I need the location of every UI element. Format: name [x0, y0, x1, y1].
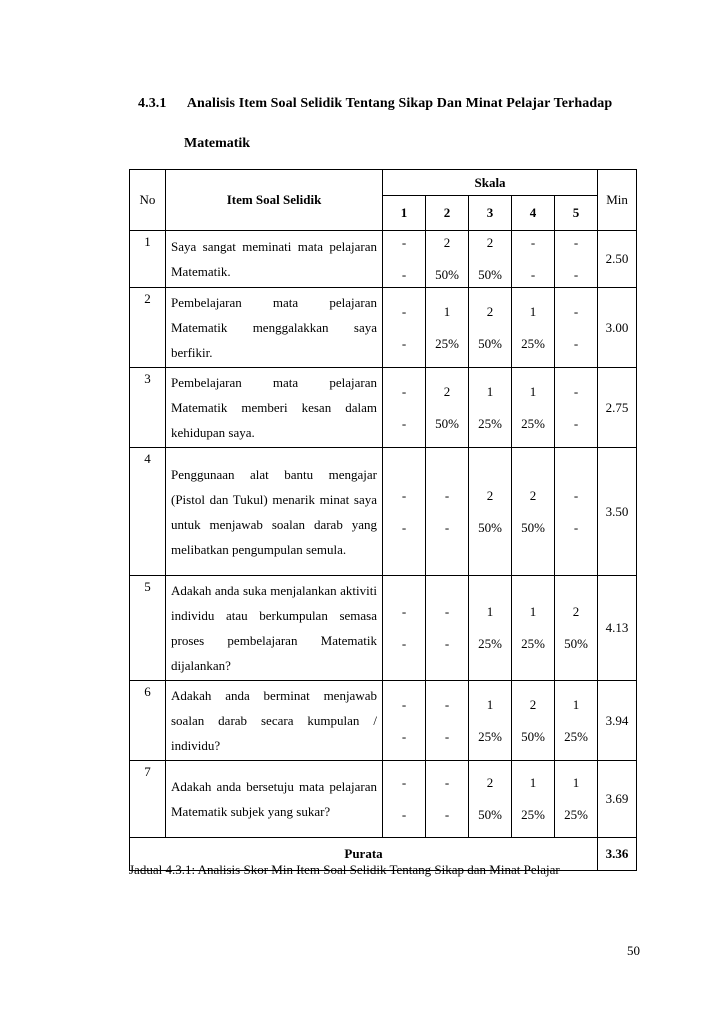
- row-item-text: Pembelajaran mata pelajaran Matematik memberi kesan dalam kehidupan saya.: [166, 368, 383, 448]
- scale-count: 1: [572, 696, 580, 712]
- header-scale: Skala: [383, 170, 598, 196]
- scale-count: -: [530, 235, 536, 250]
- scale-percent: 50%: [478, 335, 502, 351]
- purata-value: 3.36: [598, 838, 637, 871]
- row-item-text: Adakah anda suka menjalankan aktiviti individu atau berkumpulan semasa proses pembelajaran Matematik dijalankan?: [166, 576, 383, 681]
- header-item: Item Soal Selidik: [166, 170, 383, 231]
- scale-count: -: [401, 604, 407, 619]
- scale-count: 2: [486, 303, 494, 319]
- row-min: 4.13: [598, 576, 637, 681]
- header-min: Min: [598, 170, 637, 231]
- scale-percent: -: [401, 636, 407, 651]
- row-min: 3.00: [598, 288, 637, 368]
- scale-cell: [555, 448, 598, 576]
- scale-percent: -: [444, 728, 450, 744]
- row-number: 6: [130, 681, 166, 761]
- scale-cell: [426, 761, 469, 838]
- scale-percent: 25%: [478, 728, 502, 744]
- scale-cell: [555, 761, 598, 838]
- scale-cell: [383, 576, 426, 681]
- scale-count: -: [401, 235, 407, 250]
- scale-count: 2: [529, 696, 537, 712]
- table-row: [130, 368, 637, 448]
- header-scale-5: 5: [555, 196, 598, 231]
- scale-percent: -: [573, 519, 579, 535]
- scale-cell: [512, 576, 555, 681]
- row-item-text: Adakah anda berminat menjawab soalan darab secara kumpulan / individu?: [166, 681, 383, 761]
- scale-count: -: [444, 604, 450, 619]
- scale-cell: [383, 448, 426, 576]
- table-caption: Jadual 4.3.1: Analisis Skor Min Item Soal Selidik Tentang Sikap dan Minat Pelajar: [129, 862, 560, 877]
- header-scale-3: 3: [469, 196, 512, 231]
- scale-cell: [512, 448, 555, 576]
- row-item-text: Saya sangat meminati mata pelajaran Matematik.: [166, 231, 383, 288]
- table-row: [130, 288, 637, 368]
- scale-count: 2: [486, 487, 494, 503]
- row-min: 3.50: [598, 448, 637, 576]
- section-title-line2: Matematik: [184, 136, 251, 151]
- scale-count: -: [401, 775, 407, 790]
- scale-count: -: [444, 487, 450, 503]
- scale-cell: [469, 448, 512, 576]
- scale-count: -: [573, 303, 579, 319]
- scale-percent: 50%: [478, 519, 502, 535]
- scale-count: 1: [486, 696, 494, 712]
- scale-count: 2: [443, 235, 451, 250]
- scale-percent: 25%: [521, 335, 545, 351]
- row-min: 3.69: [598, 761, 637, 838]
- scale-percent: -: [401, 267, 407, 282]
- page-number: 50: [627, 943, 640, 958]
- section-heading: [138, 96, 612, 112]
- scale-percent: 50%: [435, 267, 459, 282]
- scale-count: -: [573, 383, 579, 399]
- scale-count: -: [401, 383, 407, 399]
- scale-percent: -: [530, 267, 536, 282]
- row-number: 2: [130, 288, 166, 368]
- scale-percent: -: [401, 807, 407, 822]
- scale-count: 2: [572, 604, 580, 619]
- table-row: [130, 681, 637, 761]
- scale-count: -: [573, 235, 579, 250]
- scale-percent: 50%: [478, 267, 502, 282]
- scale-percent: -: [444, 636, 450, 651]
- scale-count: 1: [529, 383, 537, 399]
- scale-percent: 50%: [478, 807, 502, 822]
- scale-cell: [426, 288, 469, 368]
- scale-count: -: [401, 696, 407, 712]
- scale-count: -: [401, 487, 407, 503]
- table-row: [130, 761, 637, 838]
- scale-count: 1: [443, 303, 451, 319]
- table-row: [130, 576, 637, 681]
- row-number: 7: [130, 761, 166, 838]
- scale-cell: [426, 576, 469, 681]
- scale-percent: 25%: [435, 335, 459, 351]
- scale-count: 2: [486, 775, 494, 790]
- scale-percent: 25%: [521, 807, 545, 822]
- scale-cell: [469, 231, 512, 288]
- scale-percent: 25%: [564, 807, 588, 822]
- row-number: 1: [130, 231, 166, 288]
- scale-percent: 50%: [521, 728, 545, 744]
- scale-percent: 25%: [478, 636, 502, 651]
- scale-percent: -: [573, 335, 579, 351]
- scale-count: 1: [529, 775, 537, 790]
- scale-cell: [469, 368, 512, 448]
- scale-cell: [383, 231, 426, 288]
- scale-cell: [555, 288, 598, 368]
- scale-percent: -: [573, 267, 579, 282]
- scale-cell: [426, 231, 469, 288]
- scale-cell: [512, 288, 555, 368]
- scale-count: -: [573, 487, 579, 503]
- row-number: 4: [130, 448, 166, 576]
- scale-count: 2: [529, 487, 537, 503]
- scale-count: 1: [486, 604, 494, 619]
- scale-count: 1: [529, 303, 537, 319]
- header-scale-2: 2: [426, 196, 469, 231]
- scale-percent: 50%: [435, 415, 459, 431]
- scale-cell: [426, 368, 469, 448]
- scale-percent: 50%: [564, 636, 588, 651]
- scale-cell: [426, 681, 469, 761]
- scale-cell: [383, 681, 426, 761]
- row-item-text: Pembelajaran mata pelajaran Matematik menggalakkan saya berfikir.: [166, 288, 383, 368]
- scale-count: 1: [529, 604, 537, 619]
- scale-percent: 50%: [521, 519, 545, 535]
- section-title-line1: Analisis Item Soal Selidik Tentang Sikap Dan Minat Pelajar Terhadap: [186, 96, 613, 111]
- row-number: 5: [130, 576, 166, 681]
- scale-count: -: [444, 775, 450, 790]
- scale-percent: -: [573, 415, 579, 431]
- section-number: 4.3.1: [138, 96, 167, 111]
- scale-percent: -: [401, 728, 407, 744]
- scale-cell: [469, 681, 512, 761]
- scale-percent: 25%: [521, 636, 545, 651]
- scale-percent: -: [444, 807, 450, 822]
- scale-percent: -: [444, 519, 450, 535]
- row-min: 3.94: [598, 681, 637, 761]
- scale-cell: [555, 576, 598, 681]
- survey-table: [129, 169, 637, 871]
- scale-cell: [383, 761, 426, 838]
- scale-percent: -: [401, 519, 407, 535]
- header-scale-1: 1: [383, 196, 426, 231]
- row-item-text: Adakah anda bersetuju mata pelajaran Matematik subjek yang sukar?: [166, 761, 383, 838]
- scale-percent: -: [401, 415, 407, 431]
- table-row: [130, 231, 637, 288]
- scale-count: 2: [443, 383, 451, 399]
- row-min: 2.75: [598, 368, 637, 448]
- scale-cell: [555, 681, 598, 761]
- scale-count: 2: [486, 235, 494, 250]
- scale-percent: 25%: [478, 415, 502, 431]
- row-number: 3: [130, 368, 166, 448]
- row-item-text: Penggunaan alat bantu mengajar (Pistol dan Tukul) menarik minat saya untuk menjawab soalan darab yang melibatkan pengumpulan semula.: [166, 448, 383, 576]
- scale-count: -: [444, 696, 450, 712]
- table-row: [130, 448, 637, 576]
- scale-cell: [383, 288, 426, 368]
- scale-cell: [555, 368, 598, 448]
- scale-cell: [512, 761, 555, 838]
- scale-count: 1: [572, 775, 580, 790]
- scale-cell: [512, 231, 555, 288]
- header-scale-4: 4: [512, 196, 555, 231]
- scale-cell: [512, 681, 555, 761]
- scale-count: -: [401, 303, 407, 319]
- scale-cell: [383, 368, 426, 448]
- scale-cell: [469, 761, 512, 838]
- purata-label: Purata: [130, 838, 598, 871]
- scale-percent: -: [401, 335, 407, 351]
- header-no: No: [130, 170, 166, 231]
- scale-percent: 25%: [521, 415, 545, 431]
- scale-cell: [555, 231, 598, 288]
- row-min: 2.50: [598, 231, 637, 288]
- scale-cell: [469, 576, 512, 681]
- scale-cell: [426, 448, 469, 576]
- scale-cell: [469, 288, 512, 368]
- scale-count: 1: [486, 383, 494, 399]
- scale-percent: 25%: [564, 728, 588, 744]
- scale-cell: [512, 368, 555, 448]
